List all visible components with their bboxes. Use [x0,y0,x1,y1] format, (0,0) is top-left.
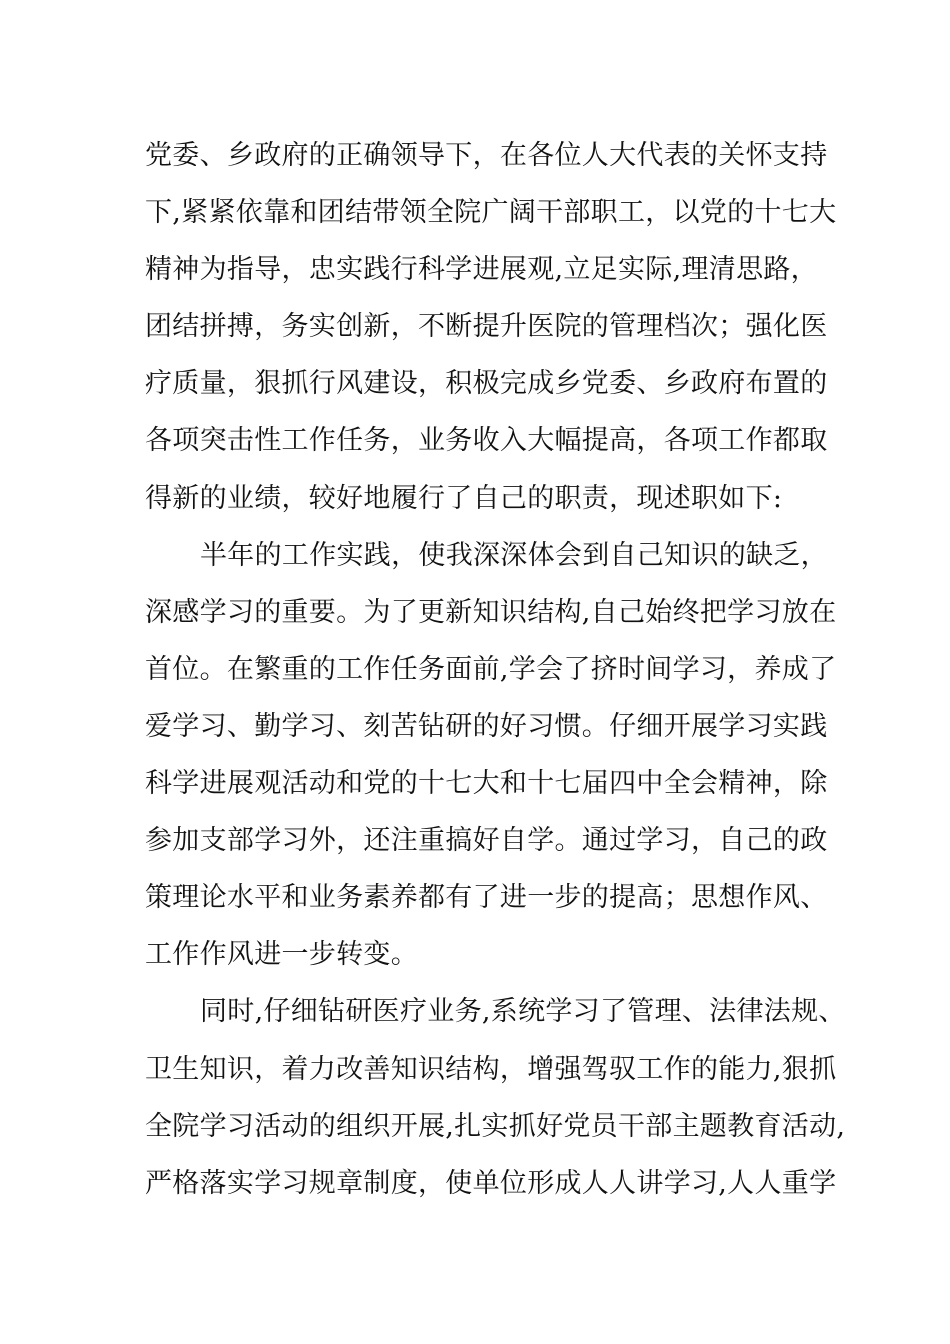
text-line: 策理论水平和业务素养都有了进一步的提高；思想作风、 [145,882,828,914]
text-line: 科学进展观活动和党的十七大和十七届四中全会精神，除 [145,768,828,800]
text-line: 各项突击性工作任务，业务收入大幅提高，各项工作都取 [145,425,828,457]
text-line: 党委、乡政府的正确领导下，在各位人大代表的关怀支持 [145,140,828,171]
text-line-indented: 半年的工作实践，使我深深体会到自己知识的缺乏， [200,539,828,571]
text-line-indented: 同时,仔细钻研医疗业务,系统学习了管理、法律法规、 [200,996,846,1028]
text-line: 爱学习、勤学习、刻苦钻研的好习惯。仔细开展学习实践 [145,710,828,742]
text-line: 深感学习的重要。为了更新知识结构,自己始终把学习放在 [145,596,837,628]
text-line: 卫生知识，着力改善知识结构，增强驾驭工作的能力,狠抓 [145,1053,837,1085]
text-line: 首位。在繁重的工作任务面前,学会了挤时间学习，养成了 [145,653,837,685]
text-line: 疗质量，狠抓行风建设，积极完成乡党委、乡政府布置的 [145,368,828,400]
text-line: 全院学习活动的组织开展,扎实抓好党员干部主题教育活动, [145,1110,846,1142]
text-line: 严格落实学习规章制度，使单位形成人人讲学习,人人重学 [145,1167,837,1199]
paragraph-1 [145,127,837,527]
text-line: 得新的业绩，较好地履行了自己的职责，现述职如下: [145,482,783,514]
text-line: 精神为指导，忠实践行科学进展观,立足实际,理清思路， [145,254,818,286]
text-line: 团结拼搏，务实创新，不断提升医院的管理档次；强化医 [145,311,828,343]
document-body [145,127,846,1212]
text-line: 下,紧紧依靠和团结带领全院广阔干部职工，以党的十七大 [145,197,837,229]
text-line: 参加支部学习外，还注重搞好自学。通过学习，自己的政 [145,825,828,857]
text-line: 工作作风进一步转变。 [145,939,418,971]
paragraph-3 [145,983,846,1211]
paragraph-2 [145,527,837,984]
